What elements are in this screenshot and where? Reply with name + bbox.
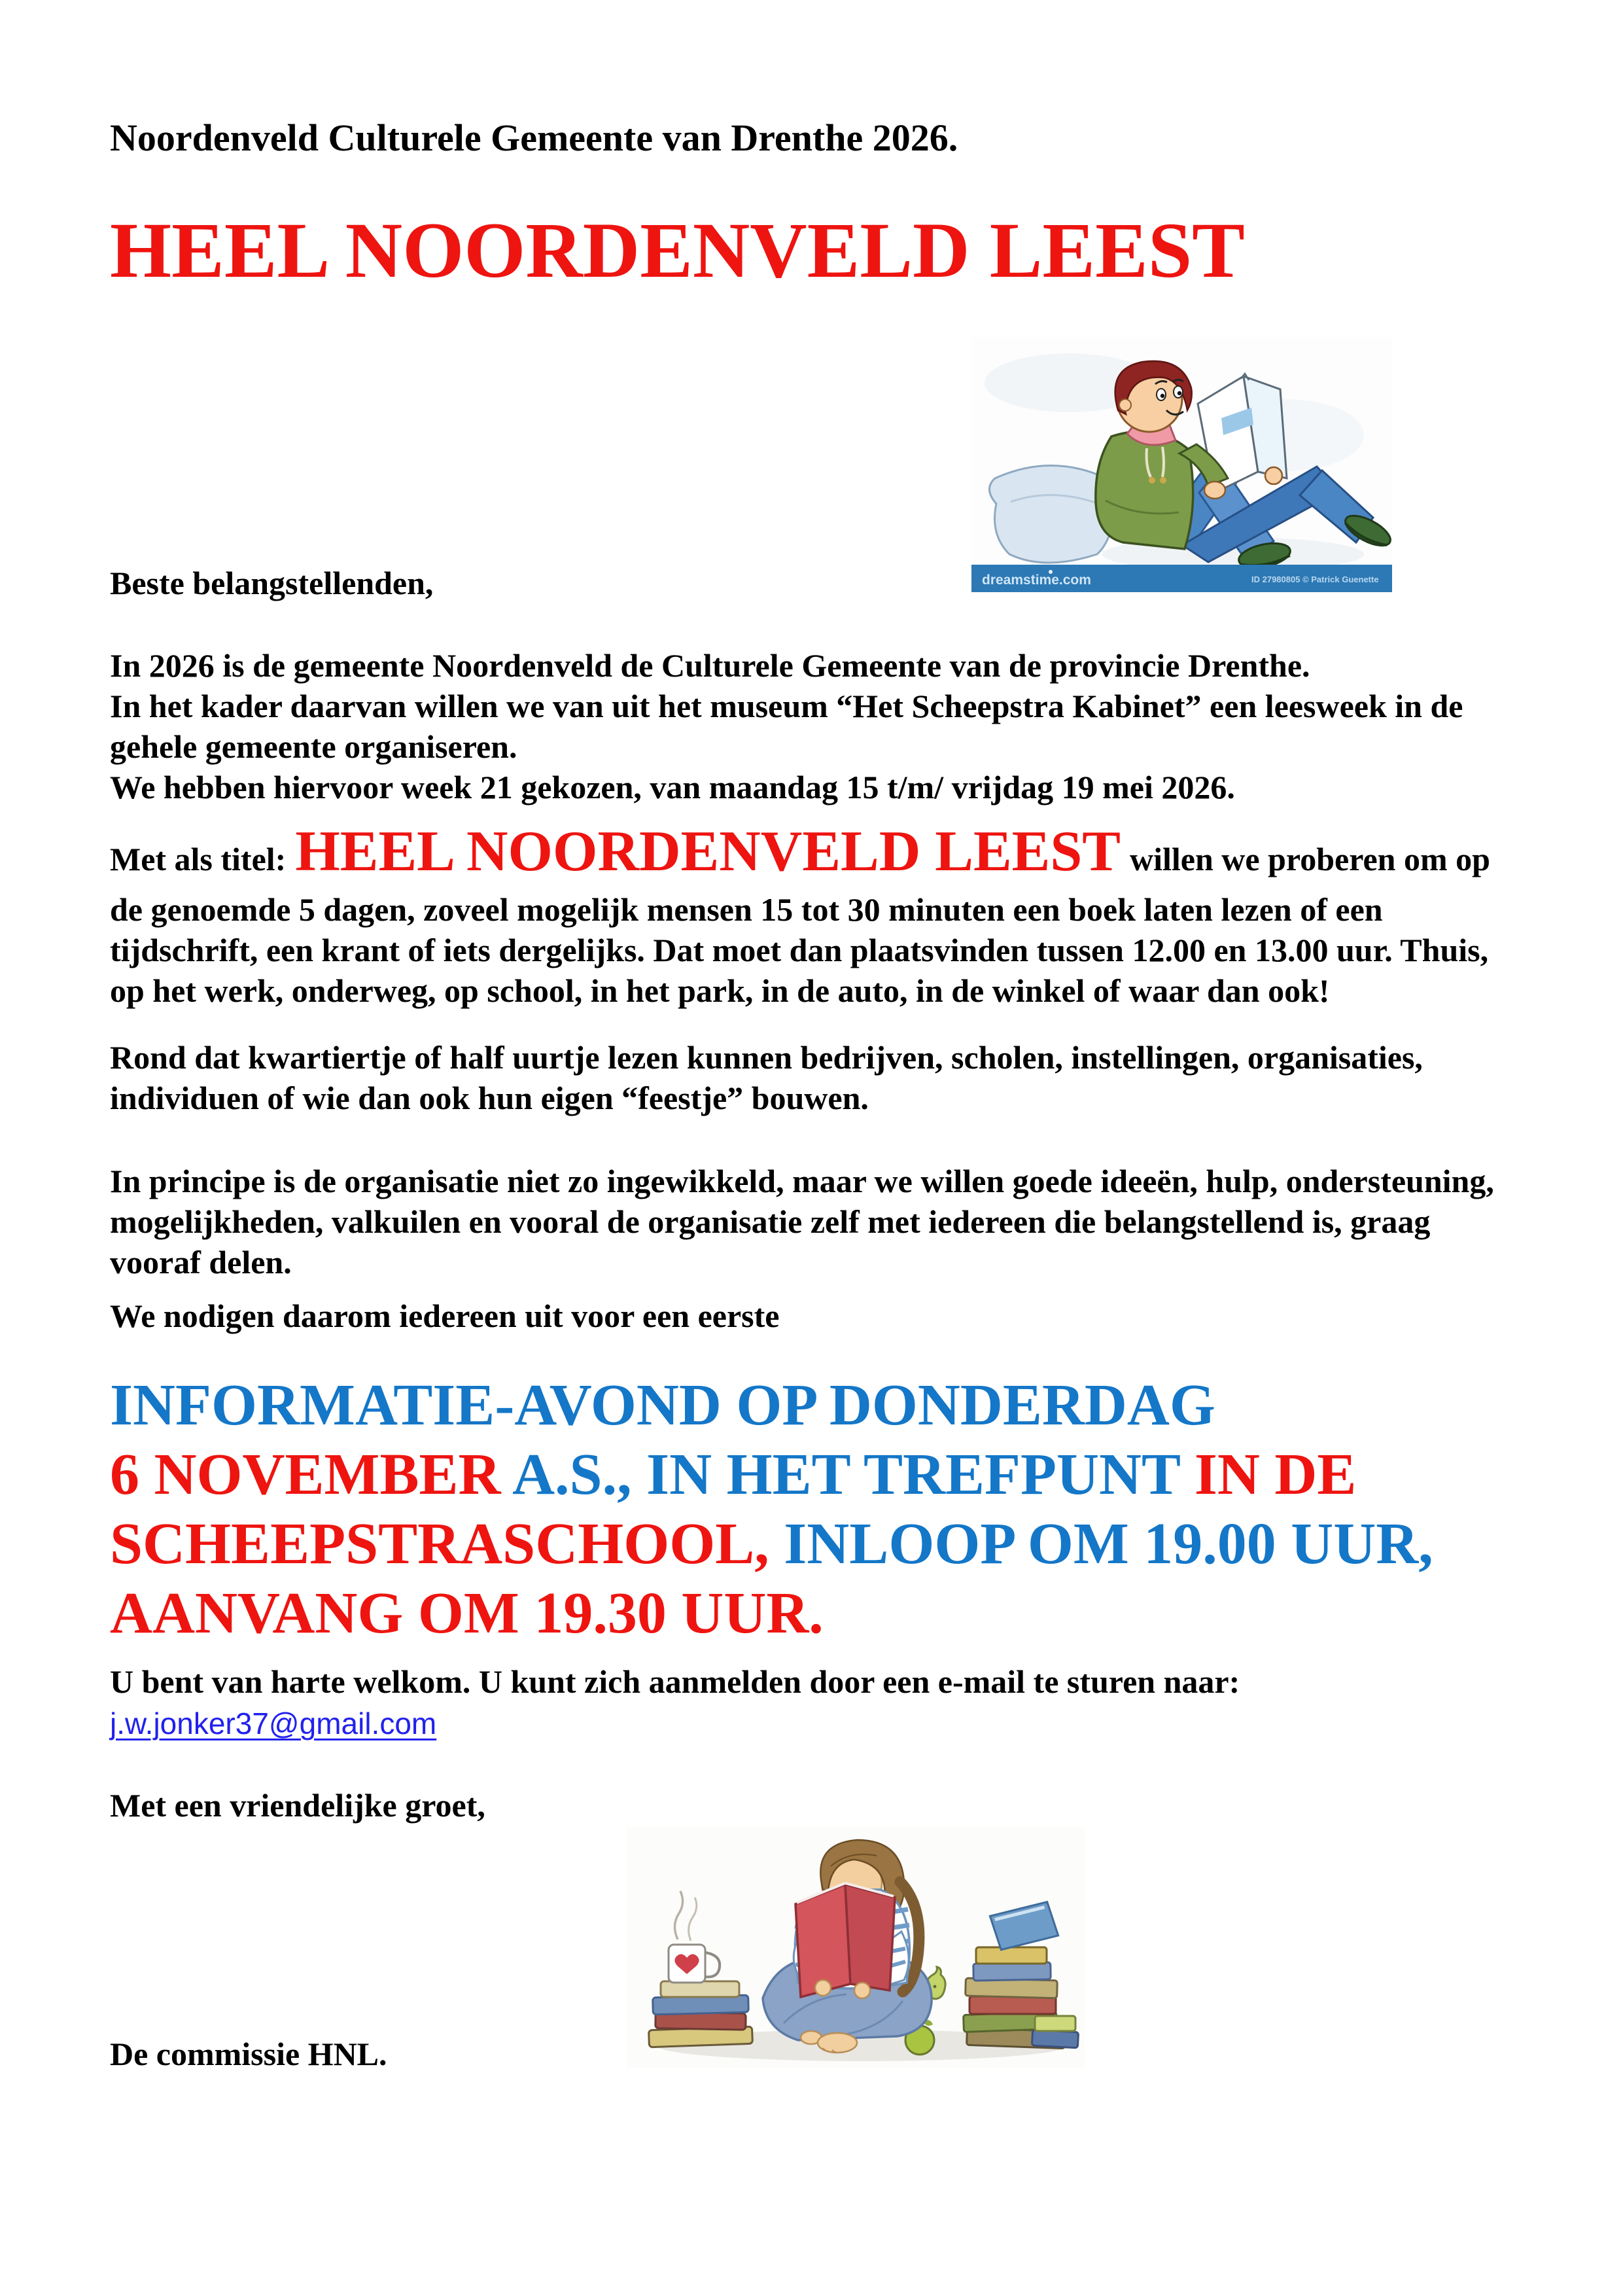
email-link[interactable]: j.w.jonker37@gmail.com (110, 1706, 437, 1740)
girl-hand (815, 1980, 831, 1996)
email-line (110, 1704, 436, 1743)
announcement-inloop: INLOOP OM 19.00 UUR, (769, 1511, 1433, 1576)
paragraph-line: individuen of wie dan ook hun eigen “feestje” bouwen. (110, 1080, 869, 1116)
paragraph-line: op het werk, onderweg, op school, in het park, in de auto, in de winkel of waar dan ook! (110, 972, 1330, 1009)
invite-line: We nodigen daarom iedereen uit voor een eerste (110, 1298, 780, 1334)
dreamstime-watermark-bar (971, 565, 1392, 592)
announcement-line-1: INFORMATIE-AVOND OP DONDERDAG (110, 1373, 1215, 1438)
announcement-heading (110, 1371, 1433, 1648)
signature-line: De commissie HNL. (110, 2036, 387, 2072)
paragraph-line: tijdschrift, een krant of iets dergelijks. Dat moet dan plaatsvinden tussen 12.00 en 13.00 uur. Thuis, (110, 932, 1489, 968)
announcement-line-3 (110, 1510, 1433, 1579)
paragraph-intro (110, 645, 1463, 807)
inline-red-title: HEEL NOORDENVELD LEEST (295, 820, 1121, 883)
paragraph-line: mogelijkheden, valkuilen en vooral de organisatie zelf met iedereen die belangstellend is, graag (110, 1203, 1431, 1240)
announcement-line-2 (110, 1440, 1433, 1510)
announcement-line-4: AANVANG OM 19.30 UUR. (110, 1581, 824, 1646)
paragraph-organisatie (110, 1161, 1494, 1282)
announcement-school: SCHEEPSTRASCHOOL, (110, 1511, 769, 1576)
paragraph-line: We hebben hiervoor week 21 gekozen, van maandag 15 t/m/ vrijdag 19 mei 2026. (110, 769, 1235, 805)
title-sentence-suffix: willen we proberen om op (1130, 841, 1490, 877)
announcement-venue: A.S., IN HET TREFPUNT (512, 1442, 1195, 1507)
title-sentence (110, 819, 1490, 892)
announcement-in-de: IN DE (1194, 1442, 1357, 1507)
credit-text: ID 27980805 © Patrick Guenette (1251, 574, 1379, 584)
paragraph-feestje (110, 1037, 1423, 1118)
boy-torso-hoodie (1096, 422, 1193, 549)
title-sentence-prefix: Met als titel: (110, 841, 287, 877)
paragraph-line: de genoemde 5 dagen, zoveel mogelijk mensen 15 tot 30 minuten een boek laten lezen of een (110, 891, 1383, 928)
welcome-line: U bent van harte welkom. U kunt zich aanmelden door een e-mail te sturen naar: (110, 1663, 1240, 1700)
paragraph-line: In principe is de organisatie niet zo ingewikkeld, maar we willen goede ideeën, hulp, ondersteuning, (110, 1163, 1494, 1199)
girl-reading-illustration (627, 1827, 1085, 2068)
paragraph-line: Rond dat kwartiertje of half uurtje lezen kunnen bedrijven, scholen, instellingen, organisaties, (110, 1039, 1423, 1076)
paragraph-line: vooraf delen. (110, 1244, 292, 1280)
watermark-text: dreamstime.com (982, 573, 1091, 588)
main-title: HEEL NOORDENVELD LEEST (110, 207, 1245, 294)
salutation: Beste belangstellenden, (110, 565, 434, 601)
paragraph-plan (110, 889, 1488, 1011)
paragraph-line: In het kader daarvan willen we van uit het museum “Het Scheepstra Kabinet” een leesweek in de (110, 688, 1463, 724)
book-stack-left (649, 1981, 753, 2047)
paragraph-line: In 2026 is de gemeente Noordenveld de Culturele Gemeente van de provincie Drenthe. (110, 647, 1310, 684)
girl-hand (854, 1983, 870, 1998)
red-book (795, 1883, 895, 1997)
boy-reading-illustration (971, 337, 1392, 592)
announcement-date: 6 NOVEMBER (110, 1442, 513, 1507)
document-header: Noordenveld Culturele Gemeente van Drenthe 2026. (110, 116, 958, 159)
paragraph-line: gehele gemeente organiseren. (110, 728, 517, 765)
closing-line: Met een vriendelijke groet, (110, 1787, 485, 1824)
